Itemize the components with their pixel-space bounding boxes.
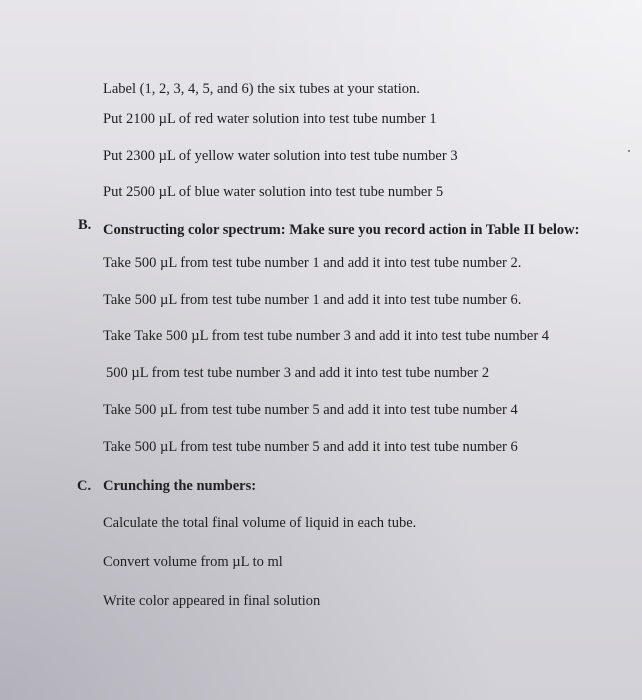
setup-line-label-tubes: Label (1, 2, 3, 4, 5, and 6) the six tubes at your station. [103,81,420,97]
section-b-letter: B. [78,217,92,233]
section-c-heading: Crunching the numbers: [103,478,257,494]
section-b-step-1: Take 500 µL from test tube number 1 and add it into test tube number 2. [103,255,522,271]
setup-line-red-solution: Put 2100 µL of red water solution into test tube number 1 [103,111,437,127]
section-b-step-3: Take Take 500 µL from test tube number 3 and add it into test tube number 4 [103,328,550,344]
section-b-step-2: Take 500 µL from test tube number 1 and add it into test tube number 6. [103,292,522,308]
section-b-step-6: Take 500 µL from test tube number 5 and add it into test tube number 6 [103,439,518,455]
paper-speck [628,150,630,152]
section-b-step-5: Take 500 µL from test tube number 5 and add it into test tube number 4 [103,402,518,418]
section-c-step-2: Convert volume from µL to ml [103,554,283,570]
section-b-step-4: 500 µL from test tube number 3 and add it into test tube number 2 [106,365,490,381]
section-c-letter: C. [77,478,92,494]
section-b-heading: Constructing color spectrum: Make sure you record action in Table II below: [103,222,580,238]
setup-line-blue-solution: Put 2500 µL of blue water solution into test tube number 5 [103,184,444,200]
section-c-step-3: Write color appeared in final solution [103,593,321,609]
setup-line-yellow-solution: Put 2300 µL of yellow water solution into test tube number 3 [103,148,458,164]
section-c-step-1: Calculate the total final volume of liquid in each tube. [103,515,417,531]
